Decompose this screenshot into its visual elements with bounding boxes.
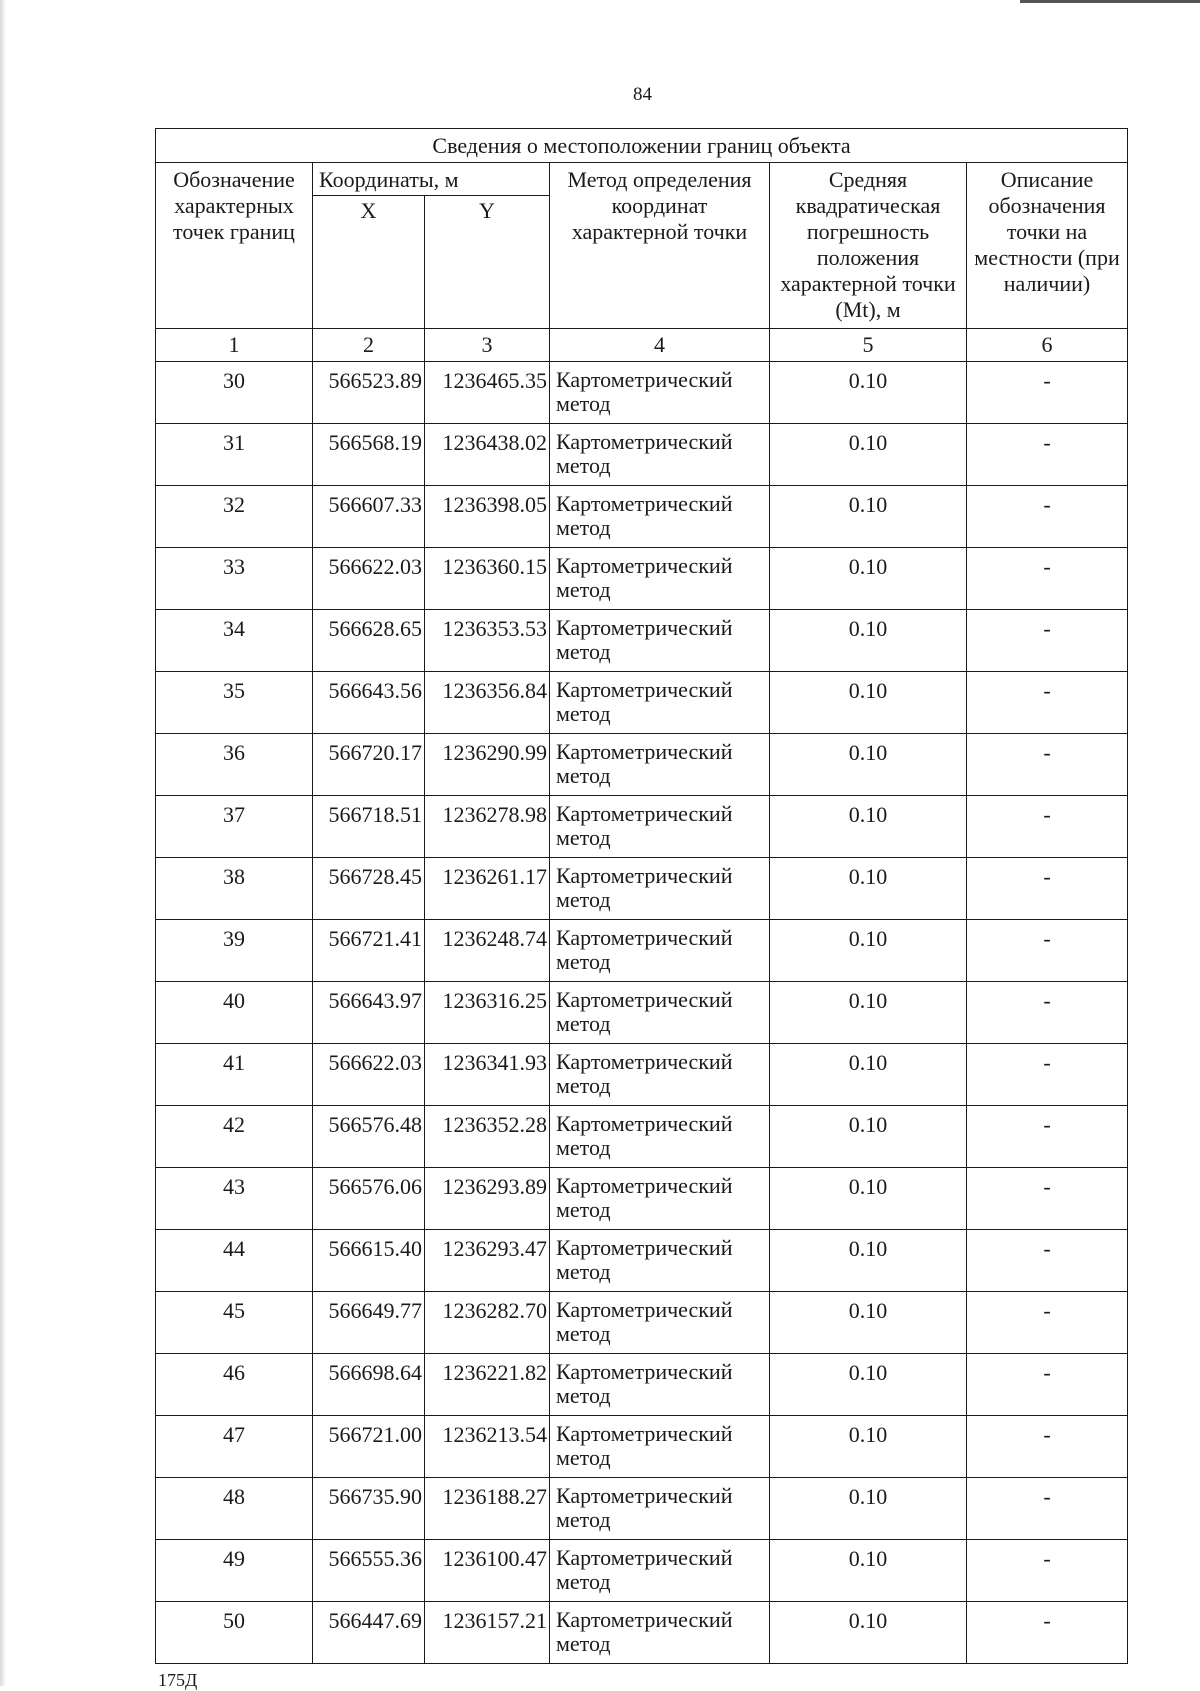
cell-x: 566622.03	[313, 1044, 425, 1106]
column-number: 3	[425, 329, 550, 362]
cell-method: Картометрический метод	[550, 796, 770, 858]
cell-description: -	[967, 1044, 1128, 1106]
cell-y: 1236290.99	[425, 734, 550, 796]
cell-error: 0.10	[770, 982, 967, 1044]
cell-y: 1236282.70	[425, 1292, 550, 1354]
cell-description: -	[967, 1354, 1128, 1416]
cell-error: 0.10	[770, 796, 967, 858]
cell-method: Картометрический метод	[550, 1478, 770, 1540]
column-number: 1	[156, 329, 313, 362]
cell-y: 1236352.28	[425, 1106, 550, 1168]
cell-x: 566523.89	[313, 362, 425, 424]
cell-description: -	[967, 486, 1128, 548]
cell-point: 39	[156, 920, 313, 982]
cell-error: 0.10	[770, 1106, 967, 1168]
cell-y: 1236465.35	[425, 362, 550, 424]
table-row	[156, 610, 1128, 672]
table-row	[156, 362, 1128, 424]
header-x: X	[313, 196, 425, 329]
cell-x: 566615.40	[313, 1230, 425, 1292]
cell-y: 1236278.98	[425, 796, 550, 858]
header-method: Метод определения координат характерной точки	[550, 163, 770, 329]
cell-point: 50	[156, 1602, 313, 1664]
cell-description: -	[967, 1416, 1128, 1478]
cell-description: -	[967, 734, 1128, 796]
cell-y: 1236293.47	[425, 1230, 550, 1292]
cell-method: Картометрический метод	[550, 1354, 770, 1416]
cell-description: -	[967, 548, 1128, 610]
cell-point: 42	[156, 1106, 313, 1168]
table-body	[156, 362, 1128, 1664]
cell-point: 43	[156, 1168, 313, 1230]
cell-description: -	[967, 1292, 1128, 1354]
cell-y: 1236360.15	[425, 548, 550, 610]
cell-error: 0.10	[770, 734, 967, 796]
cell-method: Картометрический метод	[550, 424, 770, 486]
cell-method: Картометрический метод	[550, 1292, 770, 1354]
header-error: Средняя квадратическая погрешность положения характерной точки (Mt), м	[770, 163, 967, 329]
cell-method: Картометрический метод	[550, 548, 770, 610]
table-row	[156, 982, 1128, 1044]
cell-point: 35	[156, 672, 313, 734]
cell-y: 1236188.27	[425, 1478, 550, 1540]
cell-method: Картометрический метод	[550, 734, 770, 796]
cell-x: 566721.00	[313, 1416, 425, 1478]
column-number: 6	[967, 329, 1128, 362]
cell-point: 40	[156, 982, 313, 1044]
cell-description: -	[967, 424, 1128, 486]
footer-code: 175Д	[158, 1670, 198, 1690]
cell-point: 31	[156, 424, 313, 486]
cell-method: Картометрический метод	[550, 672, 770, 734]
cell-x: 566698.64	[313, 1354, 425, 1416]
header-y: Y	[425, 196, 550, 329]
table-title: Сведения о местоположении границ объекта	[156, 129, 1128, 163]
table-row	[156, 1540, 1128, 1602]
table-row	[156, 1044, 1128, 1106]
cell-y: 1236438.02	[425, 424, 550, 486]
cell-method: Картометрический метод	[550, 1230, 770, 1292]
cell-method: Картометрический метод	[550, 1416, 770, 1478]
cell-x: 566735.90	[313, 1478, 425, 1540]
cell-method: Картометрический метод	[550, 1106, 770, 1168]
cell-y: 1236157.21	[425, 1602, 550, 1664]
header-coordinates: Координаты, м	[313, 163, 550, 196]
cell-y: 1236213.54	[425, 1416, 550, 1478]
cell-point: 46	[156, 1354, 313, 1416]
column-number: 4	[550, 329, 770, 362]
cell-y: 1236100.47	[425, 1540, 550, 1602]
cell-x: 566622.03	[313, 548, 425, 610]
cell-method: Картометрический метод	[550, 610, 770, 672]
cell-point: 38	[156, 858, 313, 920]
table-row	[156, 548, 1128, 610]
cell-point: 33	[156, 548, 313, 610]
header-designation: Обозначение характерных точек границ	[156, 163, 313, 329]
cell-y: 1236293.89	[425, 1168, 550, 1230]
cell-point: 32	[156, 486, 313, 548]
cell-method: Картометрический метод	[550, 1044, 770, 1106]
table-row	[156, 1292, 1128, 1354]
cell-description: -	[967, 1540, 1128, 1602]
cell-error: 0.10	[770, 1416, 967, 1478]
cell-method: Картометрический метод	[550, 1168, 770, 1230]
cell-y: 1236356.84	[425, 672, 550, 734]
cell-y: 1236316.25	[425, 982, 550, 1044]
cell-x: 566728.45	[313, 858, 425, 920]
cell-x: 566607.33	[313, 486, 425, 548]
cell-error: 0.10	[770, 1354, 967, 1416]
cell-method: Картометрический метод	[550, 858, 770, 920]
cell-method: Картометрический метод	[550, 982, 770, 1044]
cell-error: 0.10	[770, 920, 967, 982]
cell-y: 1236353.53	[425, 610, 550, 672]
header-description: Описание обозначения точки на местности (при наличии)	[967, 163, 1128, 329]
cell-x: 566643.56	[313, 672, 425, 734]
table-row	[156, 1230, 1128, 1292]
cell-y: 1236398.05	[425, 486, 550, 548]
cell-error: 0.10	[770, 1602, 967, 1664]
cell-description: -	[967, 858, 1128, 920]
cell-point: 45	[156, 1292, 313, 1354]
cell-error: 0.10	[770, 1478, 967, 1540]
cell-y: 1236261.17	[425, 858, 550, 920]
cell-error: 0.10	[770, 610, 967, 672]
column-numbers-row	[156, 329, 1128, 362]
cell-error: 0.10	[770, 548, 967, 610]
cell-point: 48	[156, 1478, 313, 1540]
cell-error: 0.10	[770, 424, 967, 486]
cell-x: 566568.19	[313, 424, 425, 486]
cell-description: -	[967, 362, 1128, 424]
cell-point: 49	[156, 1540, 313, 1602]
cell-description: -	[967, 1478, 1128, 1540]
cell-error: 0.10	[770, 1230, 967, 1292]
cell-error: 0.10	[770, 362, 967, 424]
cell-description: -	[967, 1106, 1128, 1168]
cell-error: 0.10	[770, 1168, 967, 1230]
cell-point: 47	[156, 1416, 313, 1478]
cell-description: -	[967, 672, 1128, 734]
cell-y: 1236341.93	[425, 1044, 550, 1106]
cell-error: 0.10	[770, 1292, 967, 1354]
table-row	[156, 1478, 1128, 1540]
cell-x: 566643.97	[313, 982, 425, 1044]
cell-description: -	[967, 1168, 1128, 1230]
cell-y: 1236248.74	[425, 920, 550, 982]
cell-description: -	[967, 982, 1128, 1044]
table-row	[156, 486, 1128, 548]
cell-method: Картометрический метод	[550, 1540, 770, 1602]
column-number: 2	[313, 329, 425, 362]
page-number: 84	[633, 84, 652, 105]
cell-description: -	[967, 610, 1128, 672]
cell-error: 0.10	[770, 858, 967, 920]
cell-y: 1236221.82	[425, 1354, 550, 1416]
cell-point: 44	[156, 1230, 313, 1292]
cell-x: 566628.65	[313, 610, 425, 672]
table-row	[156, 796, 1128, 858]
cell-point: 30	[156, 362, 313, 424]
table-row	[156, 1354, 1128, 1416]
scan-edge-top	[1020, 0, 1200, 3]
cell-error: 0.10	[770, 672, 967, 734]
table-row	[156, 1106, 1128, 1168]
cell-method: Картометрический метод	[550, 362, 770, 424]
cell-description: -	[967, 920, 1128, 982]
cell-description: -	[967, 796, 1128, 858]
cell-method: Картометрический метод	[550, 486, 770, 548]
boundary-table	[155, 128, 1128, 1664]
cell-x: 566649.77	[313, 1292, 425, 1354]
cell-description: -	[967, 1602, 1128, 1664]
cell-point: 41	[156, 1044, 313, 1106]
cell-x: 566576.06	[313, 1168, 425, 1230]
cell-description: -	[967, 1230, 1128, 1292]
cell-x: 566555.36	[313, 1540, 425, 1602]
cell-x: 566576.48	[313, 1106, 425, 1168]
table-row	[156, 424, 1128, 486]
table-row	[156, 920, 1128, 982]
table-row	[156, 1416, 1128, 1478]
cell-error: 0.10	[770, 486, 967, 548]
scan-edge-left	[0, 0, 6, 1686]
cell-point: 36	[156, 734, 313, 796]
cell-x: 566718.51	[313, 796, 425, 858]
table-row	[156, 672, 1128, 734]
cell-x: 566720.17	[313, 734, 425, 796]
table-row	[156, 1168, 1128, 1230]
table-row	[156, 858, 1128, 920]
cell-error: 0.10	[770, 1044, 967, 1106]
cell-point: 37	[156, 796, 313, 858]
cell-x: 566721.41	[313, 920, 425, 982]
table-row	[156, 1602, 1128, 1664]
cell-method: Картометрический метод	[550, 920, 770, 982]
cell-point: 34	[156, 610, 313, 672]
table-row	[156, 734, 1128, 796]
cell-method: Картометрический метод	[550, 1602, 770, 1664]
cell-x: 566447.69	[313, 1602, 425, 1664]
column-number: 5	[770, 329, 967, 362]
cell-error: 0.10	[770, 1540, 967, 1602]
